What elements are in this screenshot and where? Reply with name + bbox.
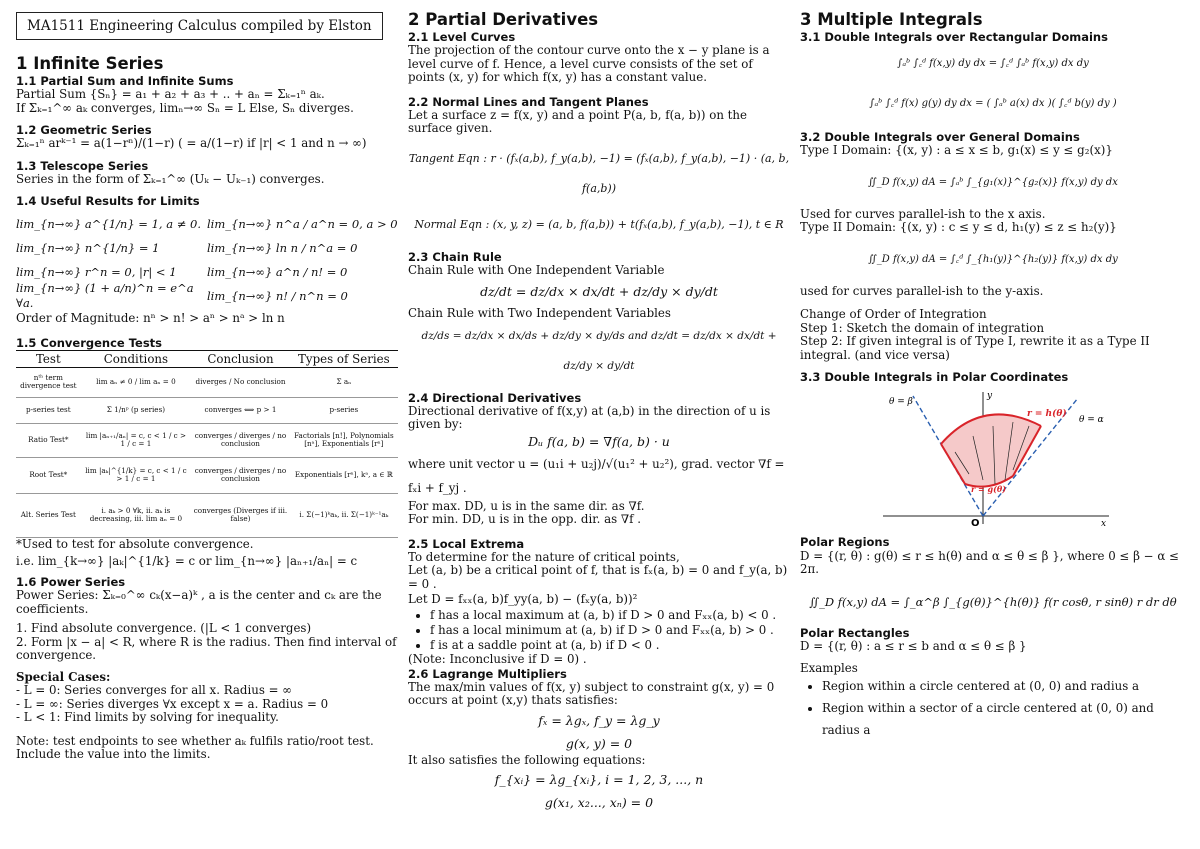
section-infinite-series: 1 Infinite Series xyxy=(16,54,164,73)
label-r-g: r = g(θ) xyxy=(971,484,1006,494)
endpoint-note: Note: test endpoints to see whether aₖ fulfils ratio/root test. Include the value into the limits. xyxy=(16,733,374,761)
table-row xyxy=(16,397,398,423)
limit-item: lim_{n→∞} n^a / a^n = 0, a > 0 xyxy=(207,216,398,231)
table-cell: Exponentials [rⁿ], kᵃ, a ∈ ℝ xyxy=(290,457,398,493)
special-case: - L < 1: Find limits by solving for inequality. xyxy=(16,710,279,724)
subsection-power-series: 1.6 Power Series xyxy=(16,575,126,589)
critical-point: Let (a, b) be a critical point of f, that is fₓ(a, b) = 0 and f_y(a, b) = 0 . xyxy=(408,563,788,591)
polar-region-figure xyxy=(873,388,1113,528)
surface-def: Let a surface z = f(x, y) and a point P(a, b, f(a, b)) on the surface given. xyxy=(408,107,747,135)
chain-rule-1: dz/dt = dz/dx × dx/dt + dz/dy × dy/dt xyxy=(480,284,718,299)
subsection-local-extrema: 2.5 Local Extrema xyxy=(408,536,525,551)
special-case: - L = 0: Series converges for all x. Radius = ∞ xyxy=(16,683,293,697)
subsection-rect-domains: 3.1 Double Integrals over Rectangular Domains xyxy=(800,30,1108,44)
lagrange-eq-3: f_{xᵢ} = λg_{xᵢ}, i = 1, 2, 3, ..., n xyxy=(494,772,704,787)
lagrange-eq-4: g(x₁, x₂..., xₙ) = 0 xyxy=(544,795,654,810)
table-cell: Factorials [n!], Polynomials [nᵃ], Exponentials [rⁿ] xyxy=(290,423,398,457)
table-cell: p-series xyxy=(290,397,398,423)
footnote-absolute: *Used to test for absolute convergence. xyxy=(16,536,254,551)
change-order-step-1: Step 1: Sketch the domain of integration xyxy=(800,320,1045,335)
list-item: • f has a local minimum at (a, b) if D > 0 and Fₓₓ(a, b) > 0 . xyxy=(430,623,790,638)
level-curves-def: The projection of the contour curve onto the x − y plane is a level curve of f. Hence, a level curve consists of the set of points (x, y) for which f(x, y) has a constant value. xyxy=(408,43,770,84)
power-step-2: 2. Form |x − a| < R, where R is the radius. Then find interval of convergence. xyxy=(16,634,397,662)
table-cell: converges (Diverges if iii. false) xyxy=(191,493,290,537)
table-cell: i. Σ(−1)ᵏaₖ, ii. Σ(−1)ᵏ⁻¹aₖ xyxy=(290,493,398,537)
table-cell: converges / diverges / no conclusion xyxy=(191,423,290,457)
list-item: • f has a local maximum at (a, b) if D > 0 and Fₓₓ(a, b) < 0 . xyxy=(430,608,790,623)
extrema-intro: To determine for the nature of critical points, xyxy=(408,549,680,564)
table-cell: lim |aₙ₊₁/aₙ| = c, c < 1 / c > 1 / c = 1 xyxy=(81,423,192,457)
normal-eqn: Normal Eqn : (x, y, z) = (a, b, f(a,b)) + t(fₓ(a,b), f_y(a,b), −1), t ∈ R xyxy=(414,217,784,231)
table-row xyxy=(16,423,398,457)
type-1-use: Used for curves parallel-ish to the x axis. xyxy=(800,206,1046,221)
table-cell: Alt. Series Test xyxy=(16,493,81,537)
table-cell: converges / diverges / no conclusion xyxy=(191,457,290,493)
extrema-list xyxy=(408,608,790,653)
table-row xyxy=(16,493,398,537)
subsection-general-domains: 3.2 Double Integrals over General Domains xyxy=(800,130,1080,144)
limit-item: lim_{n→∞} n^{1/n} = 1 xyxy=(16,240,160,255)
section-multiple-integrals: 3 Multiple Integrals xyxy=(800,10,983,29)
table-cell: Root Test* xyxy=(16,457,81,493)
lagrange-also: It also satisfies the following equations: xyxy=(408,752,646,767)
label-y: y xyxy=(987,391,993,401)
rect-integral-2: ∫ₐᵇ ∫꜀ᵈ f(x) g(y) dy dx = ( ∫ₐᵇ a(x) dx )( ∫꜀ᵈ b(y) dy ) xyxy=(869,98,1117,109)
polar-integral: ∬_D f(x,y) dA = ∫_α^β ∫_{g(θ)}^{h(θ)} f(r cosθ, r sinθ) r dr dθ xyxy=(809,594,1177,609)
column-infinite-series xyxy=(16,10,398,839)
power-series-def: Power Series: Σₖ₌₀^∞ cₖ(x−a)ᵏ , a is the center and cₖ are the coefficients. xyxy=(16,588,382,616)
directional-def: Directional derivative of f(x,y) at (a,b) in the direction of u is given by: xyxy=(408,403,771,431)
special-case: - L = ∞: Series diverges ∀x except x = a. Radius = 0 xyxy=(16,696,329,711)
examples-title: Examples xyxy=(800,660,858,675)
order-of-magnitude: Order of Magnitude: nⁿ > n! > aⁿ > nᵃ > ln n xyxy=(16,311,285,325)
d-definition: Let D = fₓₓ(a, b)f_yy(a, b) − (fₓy(a, b))² xyxy=(408,592,638,606)
type-2-domain: Type II Domain: {(x, y) : c ≤ y ≤ d, h₁(y) ≤ z ≤ h₂(y)} xyxy=(800,220,1117,234)
telescope-def: Series in the form of Σₖ₌₁^∞ (Uₖ − Uₖ₋₁) converges. xyxy=(16,171,325,186)
label-r-h: r = h(θ) xyxy=(1027,409,1067,419)
label-theta-alpha: θ = α xyxy=(1079,415,1104,425)
label-x: x xyxy=(1101,519,1107,528)
unit-vector: where unit vector u = (u₁i + u₂j)/√(u₁² + u₂²), grad. vector ∇f = fₓi + f_yj . xyxy=(408,456,785,495)
lagrange-eq-1: fₓ = λgₓ, f_y = λg_y xyxy=(538,712,660,728)
limit-item: lim_{n→∞} a^{1/n} = 1, a ≠ 0. xyxy=(16,216,201,231)
directional-formula: Dᵤ f(a, b) = ∇f(a, b) · u xyxy=(528,433,670,449)
special-cases-title: Special Cases: xyxy=(16,669,111,684)
subsection-convergence-tests: 1.5 Convergence Tests xyxy=(16,335,163,350)
table-header: Test xyxy=(16,350,81,367)
subsection-geometric: 1.2 Geometric Series xyxy=(16,123,152,137)
table-header: Conclusion xyxy=(191,350,290,367)
limit-item: lim_{n→∞} n! / n^n = 0 xyxy=(207,288,348,303)
footnote-formula: i.e. lim_{k→∞} |aₖ|^{1/k} = c or lim_{n→∞} |aₙ₊₁/aₙ| = c xyxy=(16,554,358,568)
list-item: • Region within a circle centered at (0, 0) and radius a xyxy=(822,675,1186,697)
table-cell: i. aₖ > 0 ∀k, ii. aₖ is decreasing, iii. lim aₙ = 0 xyxy=(81,493,192,537)
type-1-domain: Type I Domain: {(x, y) : a ≤ x ≤ b, g₁(x) ≤ y ≤ g₂(x)} xyxy=(800,143,1113,157)
subsection-lagrange: 2.6 Lagrange Multipliers xyxy=(408,666,567,681)
table-cell: lim |aₖ|^{1/k} = c, c < 1 / c > 1 / c = 1 xyxy=(81,457,192,493)
tangent-eqn: Tangent Eqn : r · (fₓ(a,b), f_y(a,b), −1) = (fₓ(a,b), f_y(a,b), −1) · (a, b, f(a,b)) xyxy=(408,151,790,195)
document-title: MA1511 Engineering Calculus compiled by Elston xyxy=(16,12,383,40)
list-item: • f is at a saddle point at (a, b) if D < 0 . xyxy=(430,638,790,653)
chain-rule-2: dz/ds = dz/dx × dx/ds + dz/dy × dy/ds and dz/dt = dz/dx × dx/dt + dz/dy × dy/dt xyxy=(421,329,777,372)
lagrange-eq-2: g(x, y) = 0 xyxy=(565,735,633,751)
limits-grid xyxy=(16,212,398,308)
table-cell: Ratio Test* xyxy=(16,423,81,457)
limit-item: lim_{n→∞} r^n = 0, |r| < 1 xyxy=(16,264,177,279)
table-row xyxy=(16,367,398,397)
table-cell: lim aₙ ≠ 0 / lim aₙ = 0 xyxy=(81,367,192,397)
min-dd: For min. DD, u is in the opp. dir. as ∇f . xyxy=(408,512,642,526)
power-step-1: 1. Find absolute convergence. (|L < 1 converges) xyxy=(16,621,312,635)
type-2-integral: ∬_D f(x,y) dA = ∫꜀ᵈ ∫_{h₁(y)}^{h₂(y)} f(x,y) dx dy xyxy=(868,253,1118,265)
chain-one-var: Chain Rule with One Independent Variable xyxy=(408,262,665,277)
polar-regions-def: D = {(r, θ) : g(θ) ≤ r ≤ h(θ) and α ≤ θ ≤ β }, where 0 ≤ β − α ≤ 2π. xyxy=(800,548,1179,576)
table-header: Types of Series xyxy=(290,350,398,367)
change-order-step-2: Step 2: If given integral is of Type I, rewrite it as a Type II integral. (and vice versa) xyxy=(800,334,1150,362)
max-dd: For max. DD, u is in the same dir. as ∇f. xyxy=(408,498,645,513)
table-row xyxy=(16,457,398,493)
subsection-normal-lines: 2.2 Normal Lines and Tangent Planes xyxy=(408,94,649,109)
type-2-use: used for curves parallel-ish to the y-axis. xyxy=(800,283,1044,298)
rect-integral-1: ∫ₐᵇ ∫꜀ᵈ f(x,y) dy dx = ∫꜀ᵈ ∫ₐᵇ f(x,y) dx dy xyxy=(897,58,1089,69)
label-theta-beta: θ = β xyxy=(889,397,913,407)
subsection-level-curves: 2.1 Level Curves xyxy=(408,30,516,44)
subsection-partial-sum: 1.1 Partial Sum and Infinite Sums xyxy=(16,74,234,88)
polar-rect-title: Polar Rectangles xyxy=(800,625,910,640)
polar-region xyxy=(941,414,1041,486)
table-cell: nᵗʰ term divergence test xyxy=(16,367,81,397)
label-origin: O xyxy=(971,518,980,528)
polar-regions-title: Polar Regions xyxy=(800,535,890,549)
limit-item: lim_{n→∞} a^n / n! = 0 xyxy=(207,264,348,279)
partial-sum-def: Partial Sum {Sₙ} = a₁ + a₂ + a₃ + .. + aₙ = Σₖ₌₁ⁿ aₖ. xyxy=(16,87,325,101)
table-cell: converges ⟺ p > 1 xyxy=(191,397,290,423)
limit-item: lim_{n→∞} ln n / n^a = 0 xyxy=(207,240,358,255)
list-item: • Region within a sector of a circle centered at (0, 0) and radius a xyxy=(822,697,1186,741)
subsection-directional: 2.4 Directional Derivatives xyxy=(408,390,582,405)
geometric-formula: Σₖ₌₁ⁿ arᵏ⁻¹ = a(1−rⁿ)/(1−r) ( = a/(1−r) if |r| < 1 and n → ∞) xyxy=(16,136,367,150)
convergence-table xyxy=(16,350,398,538)
table-cell: diverges / No conclusion xyxy=(191,367,290,397)
chain-two-var: Chain Rule with Two Independent Variables xyxy=(408,306,671,320)
table-cell: p-series test xyxy=(16,397,81,423)
column-partial-derivatives xyxy=(408,10,790,839)
table-cell: Σ 1/nᵖ (p series) xyxy=(81,397,192,423)
table-cell: Σ aₙ xyxy=(290,367,398,397)
subsection-limits: 1.4 Useful Results for Limits xyxy=(16,194,200,208)
change-order-title: Change of Order of Integration xyxy=(800,307,987,321)
examples-list xyxy=(800,675,1186,741)
polar-rect-def: D = {(r, θ) : a ≤ r ≤ b and α ≤ θ ≤ β } xyxy=(800,639,1027,653)
type-1-integral: ∬_D f(x,y) dA = ∫ₐᵇ ∫_{g₁(x)}^{g₂(x)} f(x,y) dy dx xyxy=(868,176,1118,188)
subsection-chain-rule: 2.3 Chain Rule xyxy=(408,249,502,264)
partial-sum-conv: If Σₖ₌₁^∞ aₖ converges, limₙ→∞ Sₙ = L Else, Sₙ diverges. xyxy=(16,100,354,115)
subsection-polar: 3.3 Double Integrals in Polar Coordinates xyxy=(800,370,1069,384)
subsection-telescope: 1.3 Telescope Series xyxy=(16,158,149,173)
limit-item: lim_{n→∞} (1 + a/n)^n = e^a ∀a. xyxy=(16,281,194,310)
column-multiple-integrals xyxy=(800,10,1186,839)
lagrange-def: The max/min values of f(x, y) subject to constraint g(x, y) = 0 occurs at point (x,y) thats satisfies: xyxy=(408,679,775,707)
table-header-row xyxy=(16,350,398,367)
table-header: Conditions xyxy=(81,350,192,367)
inconclusive-note: (Note: Inconclusive if D = 0) . xyxy=(408,652,587,666)
polar-figure-svg xyxy=(873,388,1113,528)
section-partial-derivatives: 2 Partial Derivatives xyxy=(408,10,599,29)
